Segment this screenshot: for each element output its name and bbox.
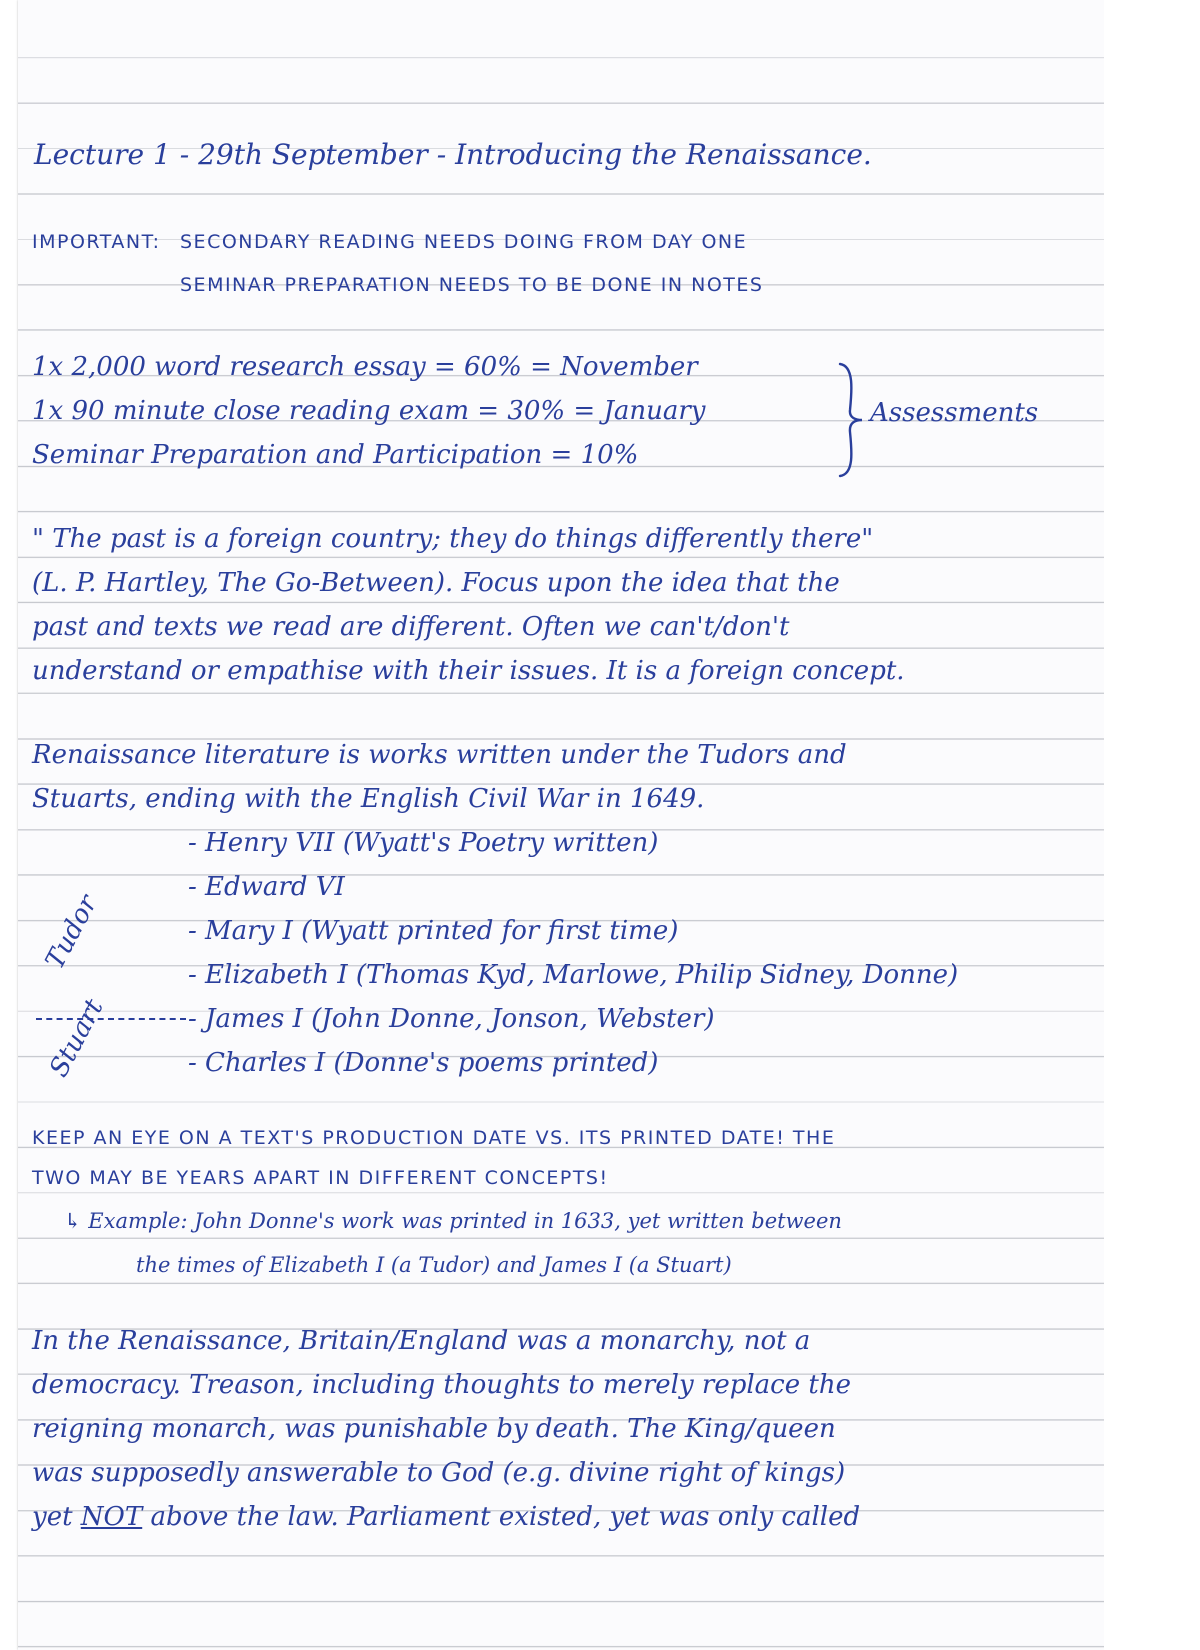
tudor-side-label: Tudor — [40, 890, 104, 975]
assessment-line-2: 1x 90 minute close reading exam = 30% = January — [32, 396, 706, 426]
last-line-after: above the law. Parliament existed, yet was only called — [150, 1502, 861, 1532]
tudor-stuart-divider — [36, 1018, 186, 1020]
lecture-title: Lecture 1 - 29th September - Introducing the Renaissance. — [34, 138, 872, 171]
assessments-label: Assessments — [870, 398, 1039, 428]
example-line-2: the times of Elizabeth I (a Tudor) and James I (a Stuart) — [136, 1253, 732, 1277]
quote-line-1: " The past is a foreign country; they do things differently there" — [32, 524, 874, 554]
monarch-item: - Edward VI — [188, 872, 345, 902]
monarchy-line-1: In the Renaissance, Britain/England was a monarchy, not a — [32, 1326, 811, 1356]
monarch-item: - Mary I (Wyatt printed for first time) — [188, 916, 679, 946]
quote-line-4: understand or empathise with their issues. It is a foreign concept. — [32, 656, 905, 686]
stuart-side-label: Stuart — [44, 994, 110, 1083]
renaissance-line-2: Stuarts, ending with the English Civil War in 1649. — [32, 784, 705, 814]
not-emphasis: NOT — [80, 1502, 143, 1532]
important-label: IMPORTANT: — [32, 231, 161, 253]
monarch-item: - Elizabeth I (Thomas Kyd, Marlowe, Philip Sidney, Donne) — [188, 960, 959, 990]
monarchy-line-4: was supposedly answerable to God (e.g. divine right of kings) — [32, 1458, 846, 1488]
quote-line-2: (L. P. Hartley, The Go-Between). Focus upon the idea that the — [32, 568, 840, 598]
lined-notebook-page — [18, 0, 1104, 1650]
monarchy-line-3: reigning monarch, was punishable by death. The King/queen — [32, 1414, 836, 1444]
renaissance-line-1: Renaissance literature is works written under the Tudors and — [32, 740, 847, 770]
example-line-1: ↳ Example: John Donne's work was printed in 1633, yet written between — [64, 1209, 842, 1233]
monarch-item: - Charles I (Donne's poems printed) — [188, 1048, 659, 1078]
curly-brace-icon — [836, 360, 866, 480]
assessment-line-1: 1x 2,000 word research essay = 60% = November — [32, 352, 698, 382]
quote-line-3: past and texts we read are different. Often we can't/don't — [32, 612, 790, 642]
monarchy-line-5 — [32, 1502, 860, 1532]
last-line-before: yet — [32, 1502, 73, 1532]
monarchy-line-2: democracy. Treason, including thoughts to merely replace the — [32, 1370, 851, 1400]
production-note-line-2: TWO MAY BE YEARS APART IN DIFFERENT CONCEPTS! — [32, 1167, 609, 1189]
monarch-item: - James I (John Donne, Jonson, Webster) — [188, 1004, 715, 1034]
assessment-line-3: Seminar Preparation and Participation = 10% — [32, 440, 639, 470]
important-line-2: SEMINAR PREPARATION NEEDS TO BE DONE IN NOTES — [180, 274, 764, 296]
page-margin — [1104, 0, 1200, 1650]
important-line-1: SECONDARY READING NEEDS DOING FROM DAY ONE — [180, 231, 748, 253]
production-note-line-1: KEEP AN EYE ON A TEXT'S PRODUCTION DATE VS. ITS PRINTED DATE! THE — [32, 1127, 836, 1149]
monarch-item: - Henry VII (Wyatt's Poetry written) — [188, 828, 659, 858]
